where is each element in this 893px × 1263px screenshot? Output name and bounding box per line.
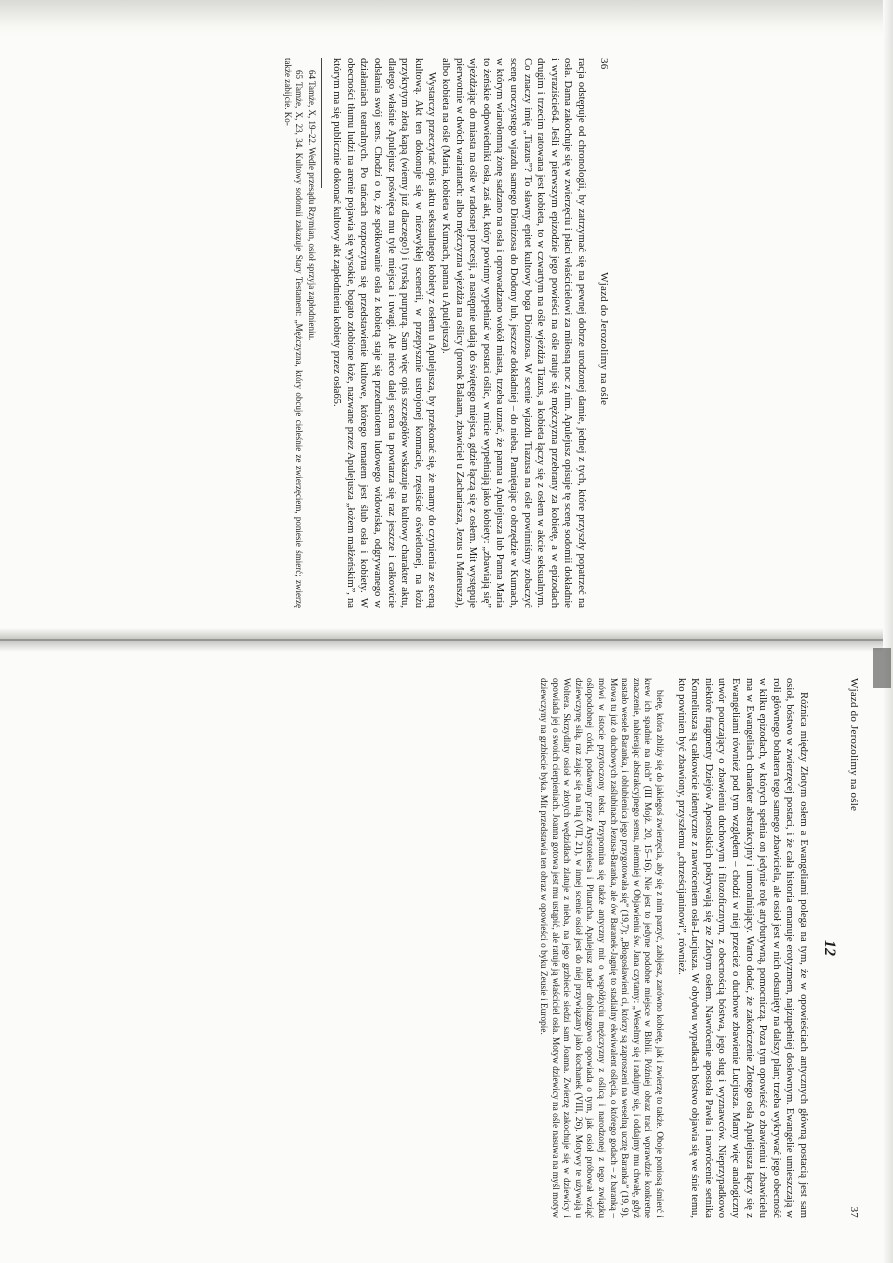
footnote: 64 Tamże, X, 19–22. Wedle przesądu Rzymian, osioł sprzyja zapłodnieniu. bbox=[306, 70, 317, 341]
paragraph: Różnica między Złotym osłem a Ewangeliami polega na tym, że w opowieściach antycznych główną postacią jest sam osioł, bóstwo w zwierzęcej postaci, i że cała historia emanuje erotyzmem, najzupełniej dosłownym. Ewangelie umieszczają w roli głównego bohatera tego samego zbawiciela, ale osioł jest w nich odsunięty na dalszy plan; trzeba wykrywać jego obecność w kilku epizodach, w których spełnia on jedynie rolę atrybutywną, pomocniczą. Poza tym opowieść o zbawieniu i zbawicielu ma w Ewangeliach charakter abstrakcyjny i umoralniający. Warto dodać, że zakończenie Złotego osła Apulejusza łączy się z Ewangeliami również pod tym względem – chodzi w niej przecież o duchowe zbawienie Lucjusza. Mamy więc analogiczny utwór pouczający o zbawieniu duchowym i filozoficznym, z obecnością bóstwa, jego sług i wyznawców. Nieprzypadkowo niektóre fragmenty Dziejów Apostolskich pokrywają się ze Złotym osłem. Nawrócenie apostoła Pawła i nawrócenie setnika Korneliusza są całkowicie identyczne z nawróceniem osła-Lucjusza. W obydwu wypadkach bóstwo objawia się we śnie temu, kto powinien być zbawiony, przyszłemu „chrześcijaninowi”, również. bbox=[675, 678, 809, 1218]
paragraph: Wystarczy przeczytać opis aktu seksualnego kobiety z osłem u Apulejusza, by przekonać się, że mamy do czynienia ze sceną kultową. Akt ten dokonuje się w niezwykłej scenerii, w przepysznie ustrojonej komnacie, rzęsiście oświetlonej, na łożu przykrytym złotą kapą (wiemy już dlaczego!) i tyrską purpurą. Sam więc opis szczegółów wskazuje na kultowy charakter aktu, dlatego właśnie Apulejusz poświęca mu tyle miejsca i uwagi. Ale nieco dalej scena ta powtarza się raz jeszcze i całkowicie odsłania swój sens. Chodzi o to, że spółkowanie osła z kobietą staje się przedmiotem ludowego widowiska, odgrywanego w działaniach teatralnych. Po tańcach rozpoczyna się przedstawienie kultowe, którego tematem jest ślub osła i kobiety. W obecności tłumu ludzi na arenie pojawia się wysokie, bogato zdobione łoże, nazwane przez Apulejusza „łożem małżeńskim”, na którym ma się publicznie dokonać kultowy akt zapłodnienia kobiety przez osła65. bbox=[331, 58, 438, 608]
scan-edge-right bbox=[883, 0, 893, 1263]
footnote: bietę, która zbliży się do jakiegoś zwierzęcia, aby się z nim parzyć, zabijesz, zarówno kobietę, jak i zwierzę to także. Oboje poniosą śmierć i krew ich spadnie na nich” (III Mojż. 20, 15–16). Nie jest to jedyne podobne miejsce w Biblii. Później obraz traci wprawdzie konkretne znaczenie, nabierając abstrakcyjnego sensu, niemniej w Objawieniu św. Jana czytamy: „Weselmy się i radujmy się, i oddajmy mu chwałę, gdyż nastało wesele Baranka, i oblubienica jego przygotowała się” (19,7); „Błogosławieni ci, którzy są zaproszeni na weselną ucztę Baranka” (19, 9). Mowa tu już o duchowych zaślubinach Jezusa-Baranka, ale ów Baranek-Jagnię to stadialny ekwiwalent oślęcia, o którego godach – z baranką – mówi w istocie przytoczony tekst. Przypomina się także antyczny mit o współżyciu mężczyzny z oślicą i narodzonej z tego związku oślopodobnej córki, podawany przez Arystotelesa i Plutarcha. Apulejusz nader drobiazgowo opowiada o tym, jak osioł próbował wziąć dziewczynę siłą, raz zając się na nią (VII, 21), w innej scenie osioł jest do niej przywiązany jako kochanek (VIII, 26). Motywy te używają u Woltera. Skrzydlaty osioł w złotych wędzidłach zlatuje z nieba, na jego grzbiecie siedzi sam Joanna. Zwierzę zakochuje się w dziewicy i opowiada jej o swoich cierpieniach. Joanna gotowa jest mu ustąpić, ale ratuje ją właściciel osła. Motyw dziewicy na ośle nasuwa na myśl motyw dziewczyny na grzbiecie byka. Mit przedstawia ten obraz w opowieści o byku Zeusie i Europie. bbox=[538, 678, 665, 1218]
running-head-title: Wjazd do Jerozolimy na ośle bbox=[598, 272, 610, 406]
footnote-continued bbox=[537, 678, 665, 1218]
scan-mark bbox=[873, 648, 891, 688]
page-number: 36 bbox=[598, 58, 610, 70]
footnote-rule bbox=[321, 58, 322, 188]
paragraph: racja odstępuje od chronologii, by zatrzymać się na pewnej dobrze urodzonej damie, jednej z tych, które przyszły popatrzeć na osła. Dama zakochuje się w zwierzęciu i płaci właścicielowi za miłosną noc z nim. Apulejusz opisuje tę scenę sodomii dokładnie i wyraziście64. Jeśli w pierwszym epizodzie jego powieści na ośle ratuje się mężczyzna przebrany za kobietę, a w epizodach drugim i trzecim ratowana jest kobieta, to w czwartym na ośle wjeżdża Tiazus, a kobieta łączy się z osłem w akcie seksualnym. Co znaczy imię „Tiazus”? To sławny epitet kultowy boga Dionizosa. W scenie wjazdu Tiazusa na ośle powinniśmy zobaczyć scenę uroczystego wjazdu samego Dionizosa do Dodony lub, jeszcze dokładniej – do nieba. Pamiętając o obrzędzie w Kumach, w którym wiarołomną żonę sadzano na osła i oprowadzano wokół miasta, trzeba uznać, że panna u Apulejusza lub Panna Maria to żeńskie odpowiedniki osła, zaś akt, który powinny wypełniać w postaci oślic, w micie wypełniają jako kobiety: „zbawiają się” wjeżdżając do miasta na ośle w radosnej procesji, a następnie udają do świętego miejsca, gdzie łączą się z osłem. Mit występuje pierwotnie w dwóch wariantach: albo mężczyzna wjeżdża na oślicy (prorok Balaam, zbawiciel u Zachariasza, Jezus u Mateusza), albo kobieta na ośle (Maria, kobieta w Kumach, panna u Apulejusza). bbox=[440, 58, 587, 608]
book-fold bbox=[0, 628, 893, 652]
page-number: 37 bbox=[848, 1206, 860, 1218]
running-head bbox=[598, 58, 610, 608]
footnote: 65 Tamże, X, 23, 34. Kultowy sodomii zakazuje Stary Testament: „Mężczyzna, który obcuje cieleśnie ze zwierzęciem, poniesie śmierć; zwierzę także zabijcie. Ko- bbox=[282, 58, 305, 608]
lower-page bbox=[96, 668, 866, 1228]
running-head-title: Wjazd do Jerozolimy na ośle bbox=[848, 678, 860, 812]
scan-edge-top bbox=[0, 0, 893, 36]
chapter-number: 12 bbox=[821, 940, 838, 956]
upper-page bbox=[96, 48, 616, 618]
body-text bbox=[674, 678, 810, 1218]
running-head bbox=[848, 678, 860, 1218]
body-text bbox=[330, 58, 588, 608]
footnotes bbox=[282, 58, 322, 608]
